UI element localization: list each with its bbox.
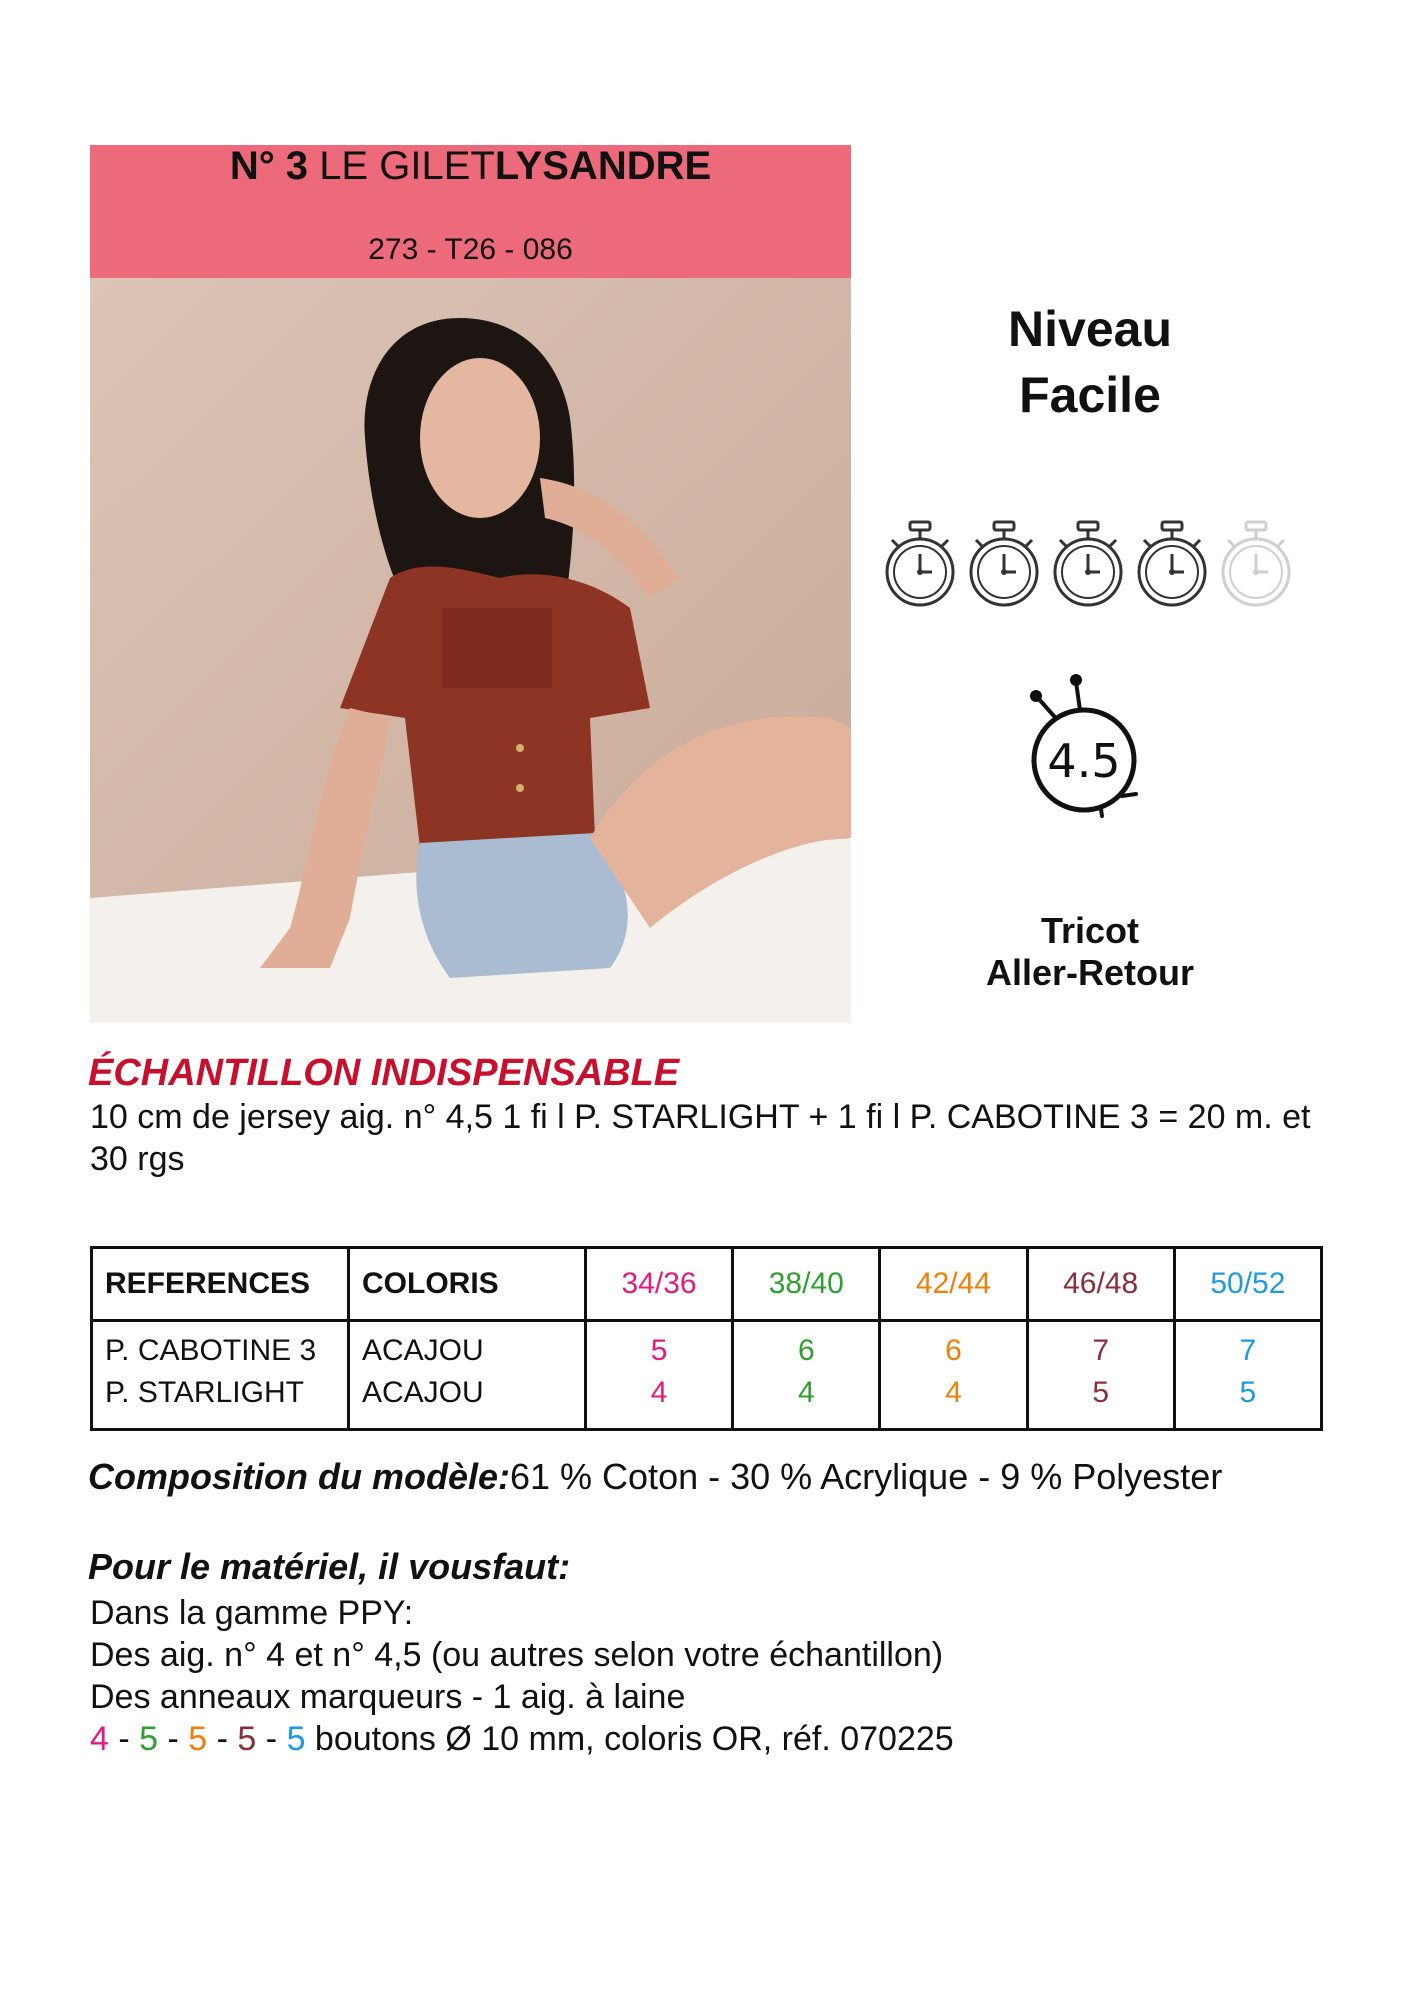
colors-cell [349,1321,586,1430]
title-name: LYSANDRE [494,144,712,188]
composition [88,1456,1222,1498]
button-count: 5 [188,1720,208,1758]
stopwatch-icon [1130,518,1214,608]
stopwatch-empty-icon [1214,518,1298,608]
composition-label: Composition du modèle: [88,1456,510,1497]
button-count: 5 [237,1720,257,1758]
references-header: REFERENCES [92,1248,349,1321]
separator: - [108,1720,140,1758]
size-header: 38/40 [733,1248,880,1321]
materials-line: Dans la gamme PPY: [90,1594,414,1632]
button-count: 4 [90,1720,109,1758]
title-prefix: LE GILET [319,144,495,188]
pattern-number: N° 3 [229,144,309,188]
difficulty-level [890,296,1290,428]
yarn-table [90,1246,1323,1431]
colors-header: COLORIS [349,1248,586,1321]
size-header: 34/36 [586,1248,733,1321]
table-row [92,1321,1322,1430]
ref-name: P. STARLIGHT [105,1376,304,1409]
references-cell [92,1321,349,1430]
technique-line2: Aller-Retour [985,952,1195,993]
composition-text: 61 % Coton - 30 % Acrylique - 9 % Polyester [509,1456,1223,1497]
qty-value: 4 [797,1376,815,1409]
separator: - [158,1720,189,1758]
separator: - [207,1720,238,1758]
button-count: 5 [286,1720,306,1758]
level-value: Facile [1019,367,1161,423]
color-name: ACAJOU [362,1376,484,1409]
needle-size-icon [1018,670,1148,820]
stopwatch-icon [1046,518,1130,608]
pattern-code: 273 - T26 - 086 [368,233,573,266]
difficulty-timers [878,518,1298,608]
stopwatch-icon [962,518,1046,608]
table-header-row [92,1248,1322,1321]
size-header: 42/44 [880,1248,1027,1321]
qty-cell [586,1321,733,1430]
qty-cell [1027,1321,1174,1430]
separator: - [256,1720,287,1758]
pattern-header [90,145,851,278]
stopwatch-icon [878,518,962,608]
materials-line: Des anneaux marqueurs - 1 aig. à laine [90,1678,686,1716]
pattern-title [90,145,851,187]
qty-cell [1174,1321,1321,1430]
qty-value: 5 [1092,1376,1109,1409]
qty-cell [733,1321,880,1430]
materials-list [90,1592,954,1760]
qty-cell [880,1321,1027,1430]
ref-name: P. CABOTINE 3 [105,1334,317,1367]
qty-value: 6 [945,1334,962,1367]
qty-value: 6 [797,1334,815,1367]
gauge-title: ÉCHANTILLON INDISPENSABLE [88,1052,680,1094]
size-header: 46/48 [1027,1248,1174,1321]
gauge-text: 10 cm de jersey aig. n° 4,5 1 fi l P. STARLIGHT + 1 fi l P. CABOTINE 3 = 20 m. et 30 rgs [90,1098,1311,1178]
qty-value: 4 [650,1376,668,1409]
model-photo-illustration [90,278,851,1023]
needle-size-value: 4.5 [1047,734,1121,788]
color-name: ACAJOU [362,1334,484,1367]
qty-value: 5 [650,1334,668,1367]
qty-value: 7 [1239,1334,1257,1367]
technique [930,910,1250,994]
button-count: 5 [139,1720,159,1758]
materials-title: Pour le matériel, il vousfaut: [88,1546,571,1587]
qty-value: 7 [1092,1334,1109,1367]
level-label: Niveau [1008,301,1172,357]
qty-value: 5 [1239,1376,1257,1409]
buttons-description: boutons Ø 10 mm, coloris OR, réf. 070225 [305,1720,954,1758]
technique-line1: Tricot [1040,910,1139,951]
size-header: 50/52 [1174,1248,1321,1321]
materials-line: Des aig. n° 4 et n° 4,5 (ou autres selon votre échantillon) [90,1636,944,1674]
qty-value: 4 [945,1376,962,1409]
model-photo [90,278,851,1023]
buttons-line [90,1718,954,1760]
